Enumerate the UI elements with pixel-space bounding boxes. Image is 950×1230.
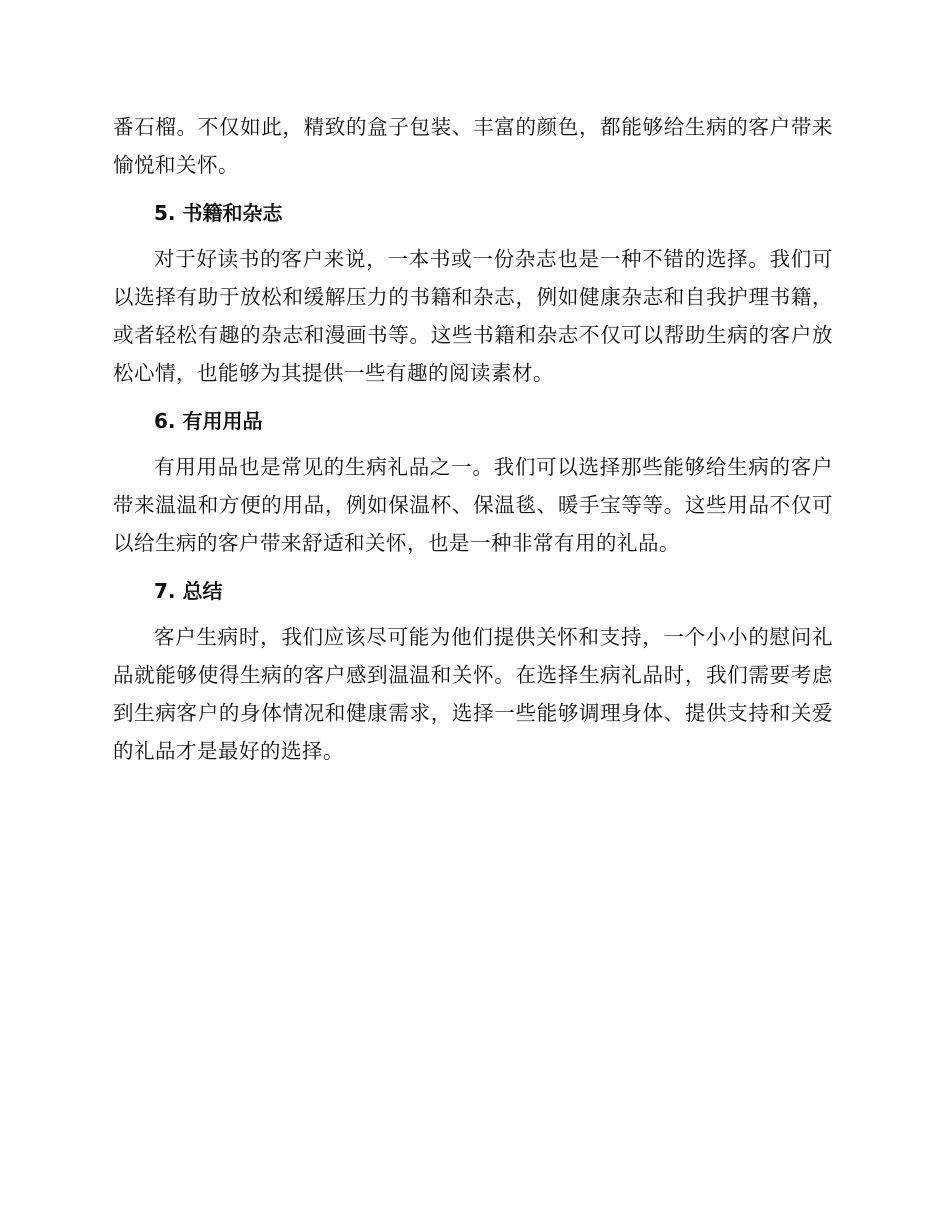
document-body xyxy=(113,108,833,770)
paragraph-books: 对于好读书的客户来说，一本书或一份杂志也是一种不错的选择。我们可以选择有助于放松和缓解压力的书籍和杂志，例如健康杂志和自我护理书籍，或者轻松有趣的杂志和漫画书等。这些书籍和杂志不仅可以帮助生病的客户放松心情，也能够为其提供一些有趣的阅读素材。 xyxy=(113,247,833,385)
section-heading-books: 5. 书籍和杂志 xyxy=(154,201,283,225)
section-heading-useful-items: 6. 有用用品 xyxy=(154,409,263,433)
spacer xyxy=(113,232,833,240)
spacer xyxy=(113,610,833,618)
paragraph-continued: 番石榴。不仅如此，精致的盒子包装、丰富的颜色，都能够给生病的客户带来愉悦和关怀。 xyxy=(113,115,833,177)
section-heading-summary: 7. 总结 xyxy=(154,579,223,603)
paragraph-useful-items: 有用用品也是常见的生病礼品之一。我们可以选择那些能够给生病的客户带来温温和方便的用品，例如保温杯、保温毯、暖手宝等等。这些用品不仅可以给生病的客户带来舒适和关怀，也是一种非常有用的礼品。 xyxy=(113,455,833,555)
spacer xyxy=(113,392,833,402)
paragraph-summary: 客户生病时，我们应该尽可能为他们提供关怀和支持，一个小小的慰问礼品就能够使得生病的客户感到温温和关怀。在选择生病礼品时，我们需要考虑到生病客户的身体情况和健康需求，选择一些能够调理身体、提供支持和关爱的礼品才是最好的选择。 xyxy=(113,625,833,763)
spacer xyxy=(113,562,833,572)
spacer xyxy=(113,184,833,194)
spacer xyxy=(113,440,833,448)
